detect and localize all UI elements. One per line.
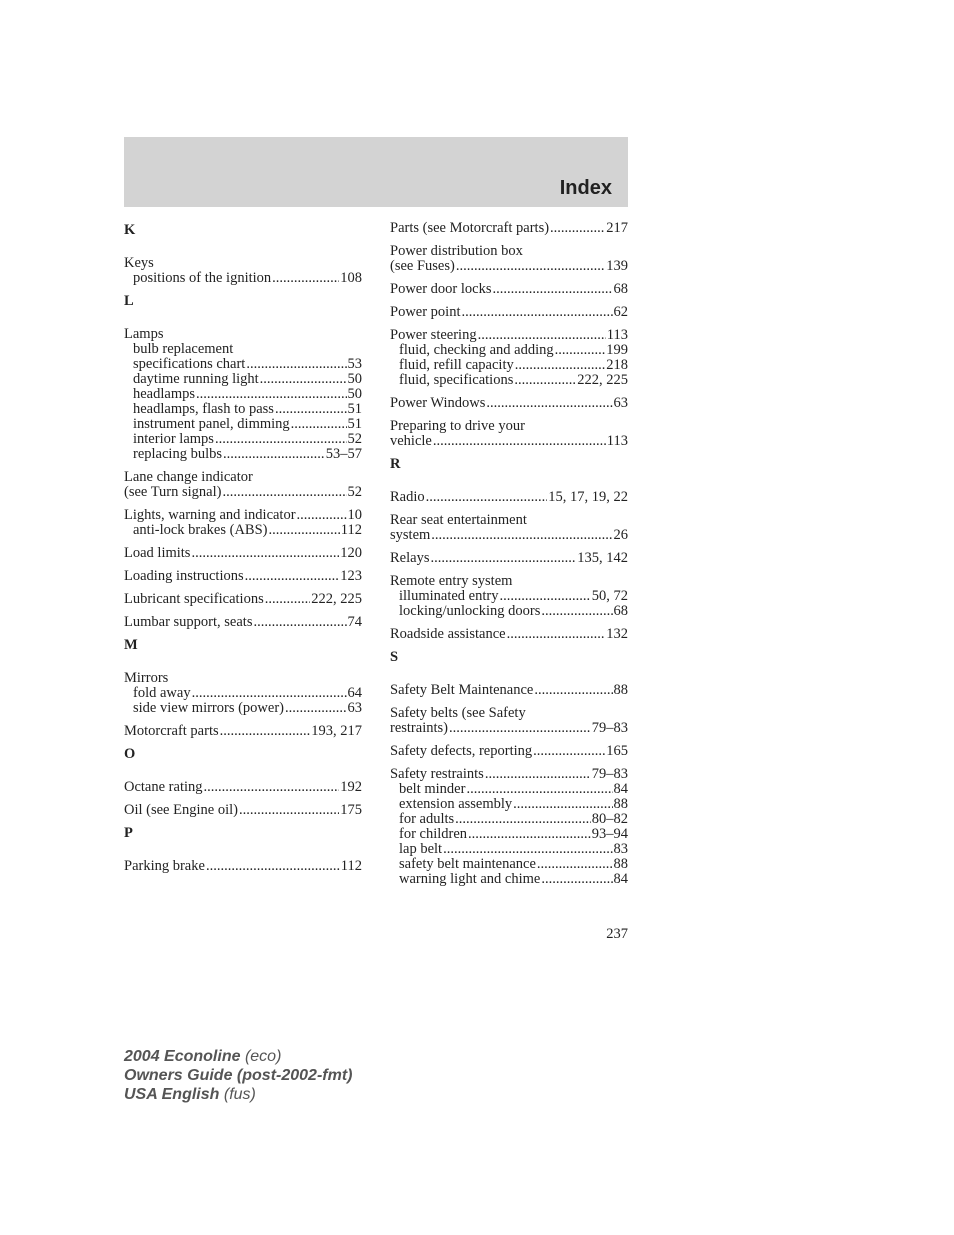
- index-entry-line: [390, 706, 628, 721]
- dot-leader: [443, 842, 612, 857]
- index-entry-line: [390, 434, 628, 449]
- index-entry-line: [390, 328, 628, 343]
- footer-language-code: (fus): [223, 1086, 256, 1103]
- entry-page-ref: 193, 217: [311, 723, 362, 739]
- index-entry-line: [390, 513, 628, 528]
- dot-leader: [269, 523, 340, 538]
- dot-leader: [499, 589, 590, 604]
- dot-leader: [455, 812, 591, 827]
- index-entry: [390, 244, 628, 274]
- entry-text: for adults: [399, 811, 455, 827]
- index-entry-line: [124, 671, 362, 686]
- entry-page-ref: 63: [347, 700, 362, 716]
- index-entry-line: [124, 256, 362, 271]
- dot-leader: [493, 282, 613, 297]
- index-column-left: [124, 221, 362, 882]
- entry-text: positions of the ignition: [133, 270, 272, 286]
- index-entry: [390, 706, 628, 736]
- dot-leader: [515, 358, 606, 373]
- entry-page-ref: 10: [347, 507, 362, 523]
- entry-text: fluid, checking and adding: [399, 342, 554, 358]
- dot-leader: [204, 780, 340, 795]
- entry-page-ref: 51: [347, 416, 362, 432]
- index-entry-line: [124, 470, 362, 485]
- entry-page-ref: 112: [340, 858, 362, 874]
- index-entry-line: [124, 859, 362, 874]
- dot-leader: [239, 803, 339, 818]
- entry-text: lap belt: [399, 841, 443, 857]
- dot-leader: [285, 701, 347, 716]
- index-entry-line: [390, 683, 628, 698]
- entry-text: Lubricant specifications: [124, 591, 264, 607]
- entry-text: Lumbar support, seats: [124, 614, 253, 630]
- index-letter-heading: O: [124, 746, 136, 762]
- index-entry-line: [390, 419, 628, 434]
- entry-page-ref: 165: [606, 743, 628, 759]
- dot-leader: [468, 827, 591, 842]
- page-title: Index: [559, 177, 612, 199]
- dot-leader: [430, 551, 576, 566]
- entry-page-ref: 88: [613, 682, 628, 698]
- footer-line-3: [124, 1085, 352, 1104]
- entry-text: bulb replacement: [133, 341, 234, 357]
- dot-leader: [541, 872, 612, 887]
- index-entry: [390, 282, 628, 297]
- entry-page-ref: 26: [613, 527, 628, 543]
- entry-page-ref: 68: [613, 281, 628, 297]
- index-subentry-line: [124, 432, 362, 447]
- entry-text: specifications chart: [133, 356, 246, 372]
- index-entry: [124, 569, 362, 584]
- entry-text: Parts (see Motorcraft parts): [390, 220, 550, 236]
- dot-leader: [297, 508, 347, 523]
- entry-page-ref: 222, 225: [577, 372, 628, 388]
- entry-text: belt minder: [399, 781, 466, 797]
- index-entry-line: [124, 780, 362, 795]
- entry-page-ref: 83: [613, 841, 628, 857]
- footer-model-code: (eco): [244, 1048, 282, 1065]
- index-entry: [124, 546, 362, 561]
- index-entry-line: [124, 592, 362, 607]
- entry-page-ref: 50: [347, 371, 362, 387]
- dot-leader: [555, 343, 606, 358]
- index-entry: [390, 767, 628, 887]
- index-column-right: [390, 221, 628, 895]
- index-entry: [390, 574, 628, 619]
- entry-page-ref: 50: [347, 386, 362, 402]
- index-entry: [390, 419, 628, 449]
- entry-page-ref: 113: [606, 327, 628, 343]
- dot-leader: [265, 592, 311, 607]
- dot-leader: [550, 221, 605, 236]
- index-entry: [124, 780, 362, 795]
- dot-leader: [466, 782, 612, 797]
- index-entry: [390, 221, 628, 236]
- dot-leader: [534, 683, 612, 698]
- entry-text: (see Turn signal): [124, 484, 222, 500]
- index-subentry-line: [390, 373, 628, 388]
- dot-leader: [433, 434, 606, 449]
- entry-text: Keys: [124, 255, 154, 271]
- entry-text: anti-lock brakes (ABS): [133, 522, 268, 538]
- index-entry: [124, 724, 362, 739]
- dot-leader: [222, 485, 346, 500]
- entry-page-ref: 217: [606, 220, 628, 236]
- dot-leader: [541, 604, 612, 619]
- entry-text: Power steering: [390, 327, 477, 343]
- entry-text: Power point: [390, 304, 461, 320]
- index-entry-line: [390, 574, 628, 589]
- entry-text: Radio: [390, 489, 425, 505]
- index-entry: [390, 513, 628, 543]
- dot-leader: [513, 797, 612, 812]
- entry-text: Roadside assistance: [390, 626, 506, 642]
- dot-leader: [260, 372, 347, 387]
- index-subentry-line: [124, 447, 362, 462]
- dot-leader: [223, 447, 325, 462]
- entry-text: interior lamps: [133, 431, 214, 447]
- entry-page-ref: 123: [340, 568, 362, 584]
- entry-page-ref: 15, 17, 19, 22: [548, 489, 628, 505]
- entry-page-ref: 74: [347, 614, 362, 630]
- dot-leader: [461, 305, 612, 320]
- footer-model: 2004 Econoline: [124, 1048, 241, 1065]
- index-subentry-line: [124, 372, 362, 387]
- index-subentry-line: [124, 402, 362, 417]
- dot-leader: [514, 373, 576, 388]
- index-subentry-line: [390, 857, 628, 872]
- entry-page-ref: 132: [606, 626, 628, 642]
- dot-leader: [215, 432, 347, 447]
- entry-text: vehicle: [390, 433, 432, 449]
- entry-text: for children: [399, 826, 468, 842]
- index-subentry-line: [390, 589, 628, 604]
- index-entry: [124, 615, 362, 630]
- dot-leader: [246, 357, 346, 372]
- entry-text: Parking brake: [124, 858, 205, 874]
- index-subentry-line: [390, 797, 628, 812]
- index-entry: [390, 627, 628, 642]
- dot-leader: [533, 744, 605, 759]
- entry-text: Safety defects, reporting: [390, 743, 533, 759]
- dot-leader: [449, 721, 591, 736]
- index-entry: [390, 551, 628, 566]
- index-subentry-line: [390, 782, 628, 797]
- dot-leader: [431, 528, 612, 543]
- footer-line-1: [124, 1047, 352, 1066]
- index-subentry-line: [124, 342, 362, 357]
- index-entry: [390, 396, 628, 411]
- entry-text: Safety Belt Maintenance: [390, 682, 534, 698]
- dot-leader: [485, 767, 591, 782]
- index-entry-line: [390, 490, 628, 505]
- index-entry-line: [390, 528, 628, 543]
- page-number: 237: [606, 926, 628, 942]
- entry-text: Lights, warning and indicator: [124, 507, 296, 523]
- index-subentry-line: [124, 523, 362, 538]
- index-entry-line: [390, 627, 628, 642]
- entry-text: illuminated entry: [399, 588, 499, 604]
- entry-text: Rear seat entertainment: [390, 512, 527, 528]
- entry-page-ref: 79–83: [591, 720, 628, 736]
- entry-text: fluid, specifications: [399, 372, 514, 388]
- index-entry-line: [390, 305, 628, 320]
- index-entry-line: [390, 744, 628, 759]
- entry-page-ref: 84: [613, 781, 628, 797]
- index-entry: [124, 327, 362, 462]
- entry-text: Preparing to drive your: [390, 418, 525, 434]
- index-entry-line: [390, 282, 628, 297]
- entry-text: fold away: [133, 685, 191, 701]
- index-entry-line: [124, 508, 362, 523]
- entry-page-ref: 192: [340, 779, 362, 795]
- entry-page-ref: 108: [340, 270, 362, 286]
- index-subentry-line: [390, 358, 628, 373]
- index-entry: [124, 592, 362, 607]
- dot-leader: [191, 546, 339, 561]
- index-entry: [124, 256, 362, 286]
- entry-page-ref: 199: [606, 342, 628, 358]
- entry-page-ref: 53: [347, 356, 362, 372]
- index-subentry-line: [390, 343, 628, 358]
- entry-text: Safety belts (see Safety: [390, 705, 526, 721]
- entry-text: Power door locks: [390, 281, 492, 297]
- index-entry: [124, 859, 362, 874]
- entry-page-ref: 84: [613, 871, 628, 887]
- dot-leader: [507, 627, 606, 642]
- entry-page-ref: 222, 225: [311, 591, 362, 607]
- dot-leader: [253, 615, 346, 630]
- index-entry: [124, 508, 362, 538]
- entry-text: headlamps: [133, 386, 196, 402]
- dot-leader: [291, 417, 347, 432]
- entry-text: extension assembly: [399, 796, 513, 812]
- index-subentry-line: [390, 842, 628, 857]
- index-subentry-line: [124, 387, 362, 402]
- index-letter-heading: M: [124, 637, 138, 653]
- index-letter-heading: P: [124, 825, 133, 841]
- entry-page-ref: 52: [347, 431, 362, 447]
- index-entry: [390, 328, 628, 388]
- entry-text: safety belt maintenance: [399, 856, 536, 872]
- index-entry: [390, 305, 628, 320]
- index-entry-line: [124, 615, 362, 630]
- entry-page-ref: 64: [347, 685, 362, 701]
- entry-page-ref: 135, 142: [577, 550, 628, 566]
- entry-page-ref: 112: [340, 522, 362, 538]
- entry-text: Load limits: [124, 545, 191, 561]
- index-entry-line: [124, 546, 362, 561]
- dot-leader: [478, 328, 606, 343]
- entry-text: side view mirrors (power): [133, 700, 284, 716]
- entry-page-ref: 113: [606, 433, 628, 449]
- index-entry: [390, 683, 628, 698]
- entry-page-ref: 80–82: [591, 811, 628, 827]
- dot-leader: [275, 402, 347, 417]
- index-subentry-line: [124, 701, 362, 716]
- entry-text: warning light and chime: [399, 871, 541, 887]
- entry-text: fluid, refill capacity: [399, 357, 514, 373]
- index-entry: [390, 744, 628, 759]
- index-entry-line: [390, 244, 628, 259]
- entry-text: daytime running light: [133, 371, 259, 387]
- index-entry-line: [390, 767, 628, 782]
- entry-page-ref: 52: [347, 484, 362, 500]
- index-entry-line: [390, 259, 628, 274]
- index-subentry-line: [124, 271, 362, 286]
- footer-language: USA English: [124, 1086, 220, 1103]
- index-entry-line: [124, 803, 362, 818]
- index-entry-line: [390, 396, 628, 411]
- dot-leader: [486, 396, 612, 411]
- entry-text: Lane change indicator: [124, 469, 253, 485]
- dot-leader: [220, 724, 311, 739]
- entry-page-ref: 79–83: [591, 766, 628, 782]
- index-entry-line: [124, 569, 362, 584]
- entry-text: headlamps, flash to pass: [133, 401, 274, 417]
- entry-page-ref: 62: [613, 304, 628, 320]
- entry-text: Remote entry system: [390, 573, 513, 589]
- dot-leader: [192, 686, 347, 701]
- entry-text: instrument panel, dimming: [133, 416, 290, 432]
- index-subentry-line: [124, 686, 362, 701]
- index-entry-line: [390, 551, 628, 566]
- dot-leader: [456, 259, 605, 274]
- entry-text: Safety restraints: [390, 766, 484, 782]
- index-subentry-line: [390, 827, 628, 842]
- dot-leader: [206, 859, 340, 874]
- entry-text: replacing bulbs: [133, 446, 222, 462]
- entry-text: locking/unlocking doors: [399, 603, 541, 619]
- entry-text: Motorcraft parts: [124, 723, 219, 739]
- index-entry-line: [124, 327, 362, 342]
- header-band: [124, 137, 628, 207]
- footer-line-2: [124, 1066, 352, 1085]
- entry-page-ref: 88: [613, 856, 628, 872]
- dot-leader: [537, 857, 613, 872]
- index-letter-heading: K: [124, 222, 136, 238]
- entry-text: system: [390, 527, 431, 543]
- index-subentry-line: [390, 812, 628, 827]
- index-entry-line: [390, 721, 628, 736]
- entry-page-ref: 68: [613, 603, 628, 619]
- index-letter-heading: L: [124, 293, 134, 309]
- entry-page-ref: 53–57: [325, 446, 362, 462]
- entry-text: Power distribution box: [390, 243, 523, 259]
- index-entry-line: [124, 724, 362, 739]
- entry-page-ref: 63: [613, 395, 628, 411]
- entry-page-ref: 139: [606, 258, 628, 274]
- entry-page-ref: 51: [347, 401, 362, 417]
- dot-leader: [426, 490, 548, 505]
- index-entry-line: [390, 221, 628, 236]
- index-entry-line: [124, 485, 362, 500]
- index-subentry-line: [390, 604, 628, 619]
- document-footer: [124, 1047, 352, 1104]
- entry-text: (see Fuses): [390, 258, 455, 274]
- entry-text: Power Windows: [390, 395, 486, 411]
- entry-page-ref: 175: [340, 802, 362, 818]
- entry-page-ref: 218: [606, 357, 628, 373]
- entry-text: Mirrors: [124, 670, 169, 686]
- entry-text: Loading instructions: [124, 568, 244, 584]
- entry-text: restraints): [390, 720, 448, 736]
- dot-leader: [272, 271, 339, 286]
- index-entry: [124, 671, 362, 716]
- entry-text: Lamps: [124, 326, 164, 342]
- index-entry: [124, 803, 362, 818]
- dot-leader: [196, 387, 346, 402]
- entry-text: Octane rating: [124, 779, 203, 795]
- index-subentry-line: [124, 417, 362, 432]
- dot-leader: [245, 569, 340, 584]
- index-letter-heading: R: [390, 456, 401, 472]
- entry-page-ref: 88: [613, 796, 628, 812]
- index-letter-heading: S: [390, 649, 399, 665]
- entry-text: Relays: [390, 550, 430, 566]
- entry-page-ref: 50, 72: [591, 588, 628, 604]
- footer-guide: Owners Guide (post-2002-fmt): [124, 1067, 353, 1084]
- index-subentry-line: [390, 872, 628, 887]
- entry-page-ref: 120: [340, 545, 362, 561]
- index-entry: [124, 470, 362, 500]
- entry-text: Oil (see Engine oil): [124, 802, 238, 818]
- index-entry: [390, 490, 628, 505]
- index-subentry-line: [124, 357, 362, 372]
- entry-page-ref: 93–94: [591, 826, 628, 842]
